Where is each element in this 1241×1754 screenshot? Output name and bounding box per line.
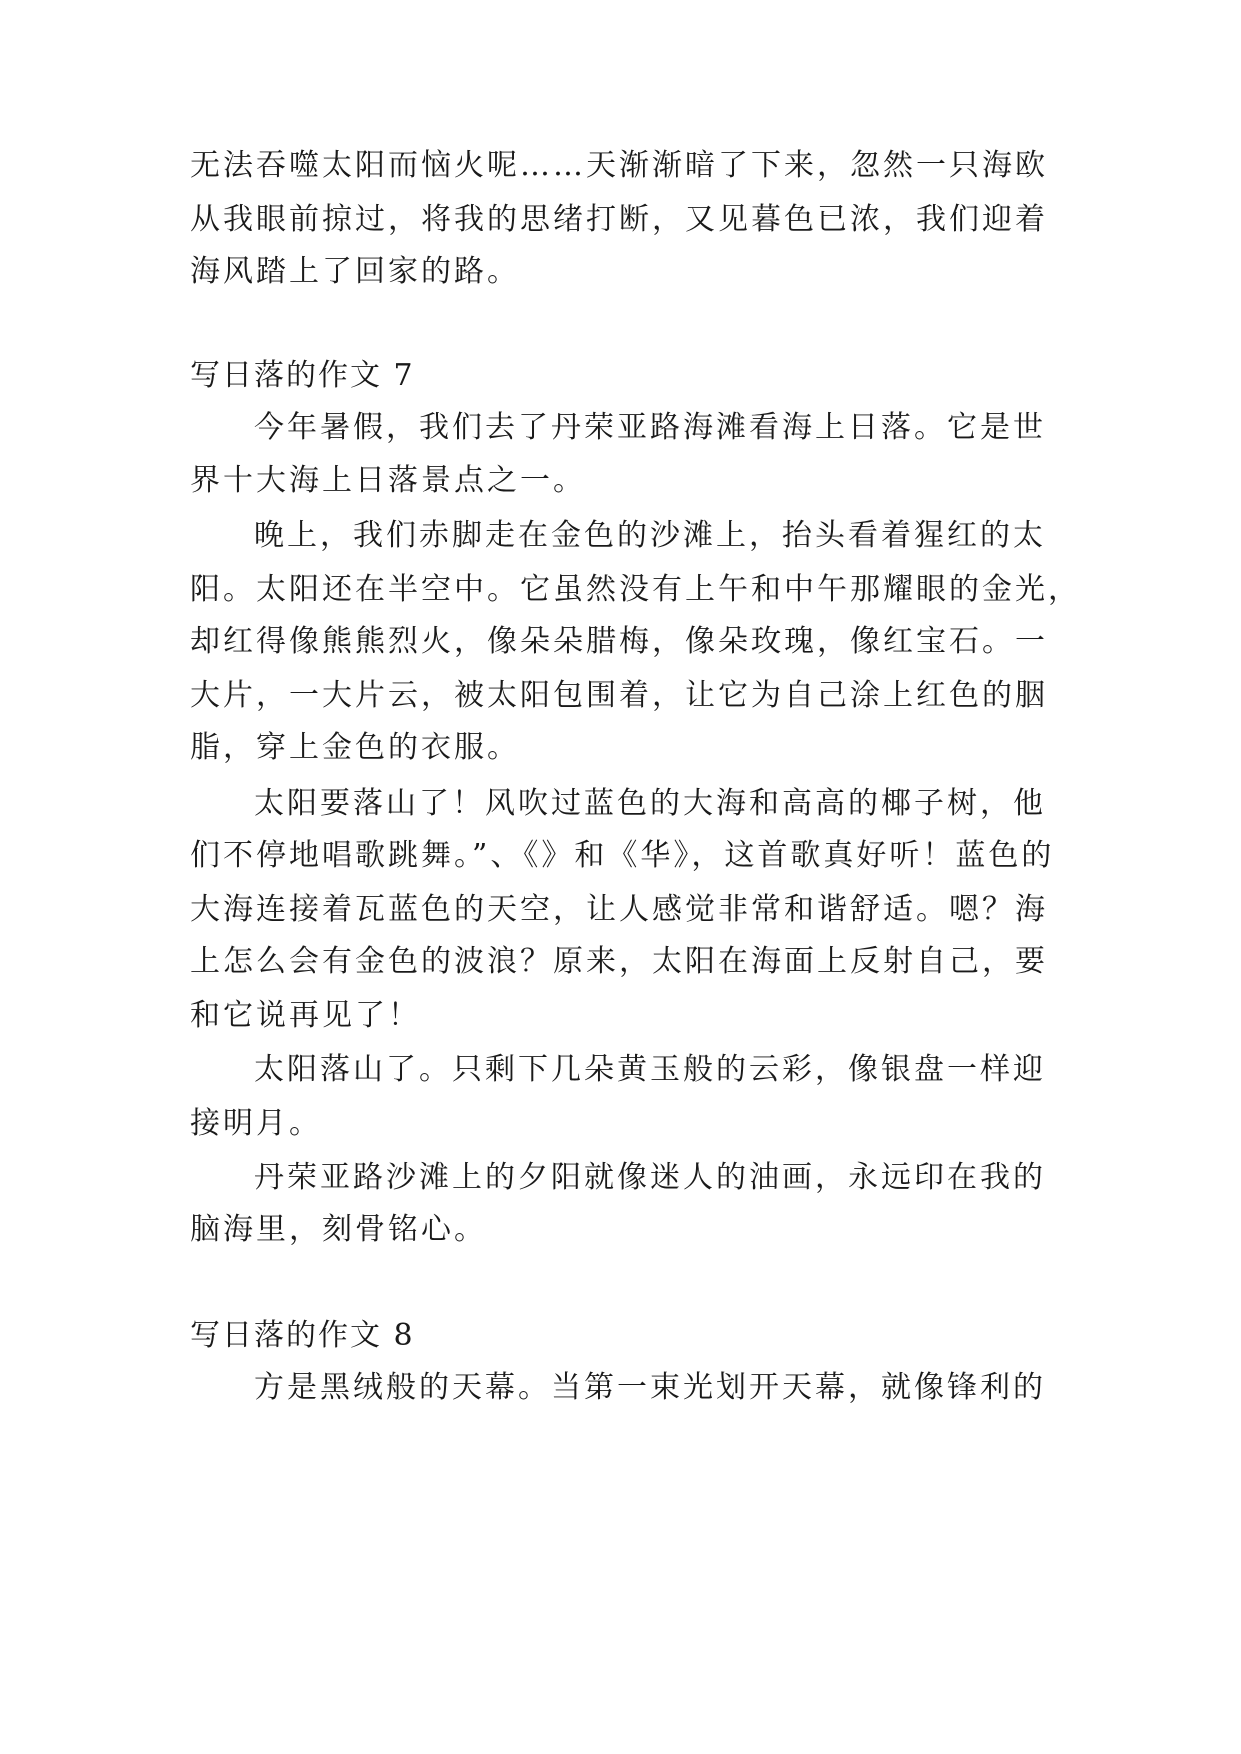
text-line: 方是黑绒般的天幕。当第一束光划开天幕，就像锋利的 <box>254 1370 1046 1405</box>
text-line: 从我眼前掠过，将我的思绪打断，又见暮色已浓，我们迎着 <box>190 202 1048 237</box>
text-line: 界十大海上日落景点之一。 <box>190 463 586 498</box>
text-line: 无法吞噬太阳而恼火呢……天渐渐暗了下来，忽然一只海欧 <box>190 148 1048 183</box>
text-line: 晚上，我们赤脚走在金色的沙滩上，抬头看着猩红的太 <box>254 518 1046 553</box>
text-line: 脑海里，刻骨铭心。 <box>190 1212 487 1247</box>
text-line: 今年暑假，我们去了丹荣亚路海滩看海上日落。它是世 <box>254 410 1046 445</box>
text-line: 脂，穿上金色的衣服。 <box>190 730 520 765</box>
text-line: 丹荣亚路沙滩上的夕阳就像迷人的油画，永远印在我的 <box>254 1160 1046 1195</box>
text-line: 大海连接着瓦蓝色的天空，让人感觉非常和谐舒适。嗯？海 <box>190 892 1048 927</box>
text-line: 们不停地唱歌跳舞。”、《》和《华》，这首歌真好听！蓝色的 <box>190 838 1055 873</box>
text-line: 太阳要落山了！风吹过蓝色的大海和高高的椰子树，他 <box>254 786 1046 821</box>
text-line: 阳。太阳还在半空中。它虽然没有上午和中午那耀眼的金光， <box>190 572 1081 607</box>
section-heading-7: 写日落的作文 7 <box>190 358 415 393</box>
text-line: 和它说再见了！ <box>190 998 421 1033</box>
section-heading-8: 写日落的作文 8 <box>190 1318 415 1353</box>
text-line: 接明月。 <box>190 1106 322 1141</box>
text-line: 大片，一大片云，被太阳包围着，让它为自己涂上红色的胭 <box>190 678 1048 713</box>
text-line: 上怎么会有金色的波浪？原来，太阳在海面上反射自己，要 <box>190 944 1048 979</box>
text-line: 却红得像熊熊烈火，像朵朵腊梅，像朵玫瑰，像红宝石。一 <box>190 624 1048 659</box>
text-line: 太阳落山了。只剩下几朵黄玉般的云彩，像银盘一样迎 <box>254 1052 1046 1087</box>
text-line: 海风踏上了回家的路。 <box>190 254 520 289</box>
